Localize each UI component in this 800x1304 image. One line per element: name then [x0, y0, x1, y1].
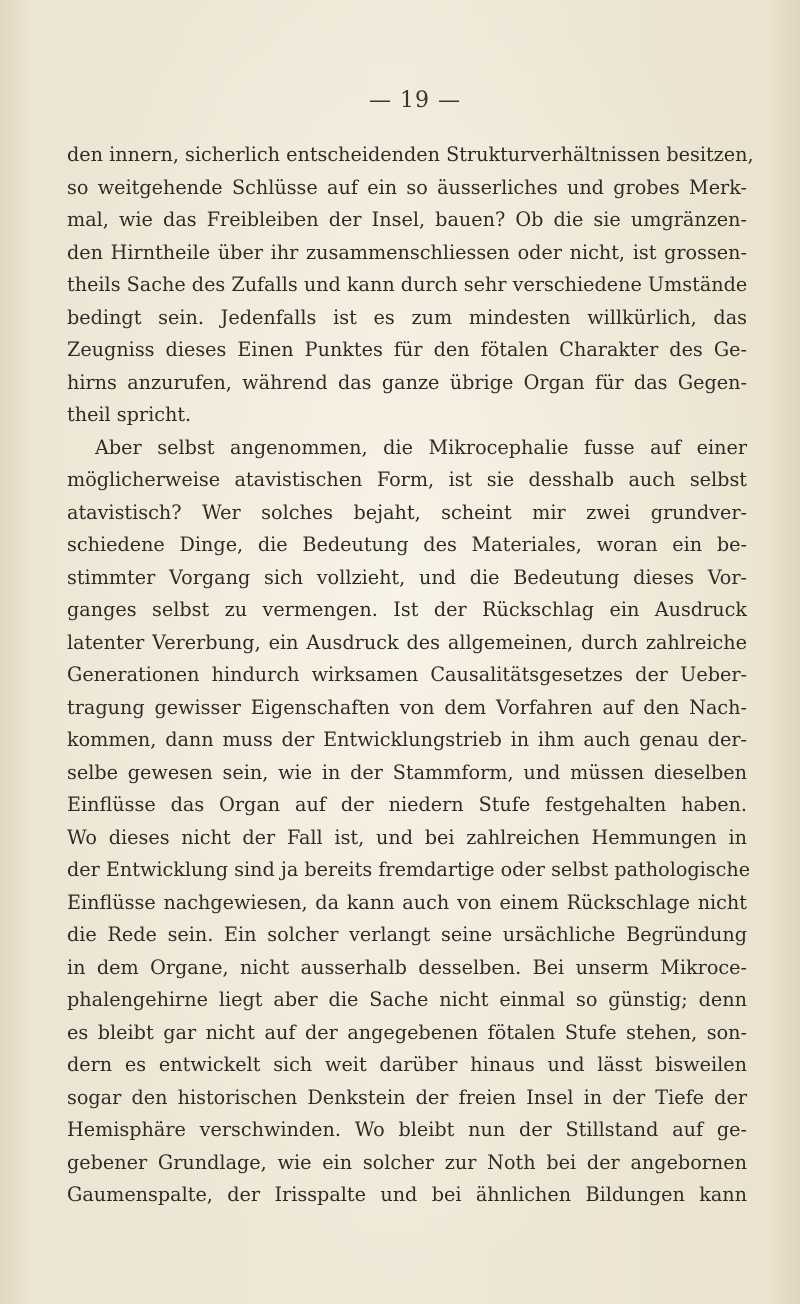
text-line: die Rede sein. Ein solcher verlangt seine ursächliche Begründung	[67, 923, 747, 946]
text-line: Generationen hindurch wirksamen Causalitätsgesetzes der Ueber-	[67, 663, 747, 686]
text-line: selbe gewesen sein, wie in der Stammform, und müssen dieselben	[67, 760, 747, 784]
text-line: sogar den historischen Denkstein der freien Insel in der Tiefe der	[67, 1085, 747, 1109]
text-line: Wo dieses nicht der Fall ist, und bei zahlreichen Hemmungen in	[67, 825, 747, 849]
text-line: Zeugniss dieses Einen Punktes für den fötalen Charakter des Ge-	[67, 338, 747, 361]
page-number: — 19 —	[369, 88, 461, 113]
text-line: bedingt sein. Jedenfalls ist es zum mindesten willkürlich, das	[67, 305, 747, 329]
text-line: atavistisch? Wer solches bejaht, scheint mir zwei grundver-	[67, 500, 747, 524]
text-line: es bleibt gar nicht auf der angegebenen fötalen Stufe stehen, son-	[67, 1020, 747, 1044]
text-line: Gaumenspalte, der Irisspalte und bei ähnlichen Bildungen kann	[67, 1183, 747, 1206]
text-line: kommen, dann muss der Entwicklungstrieb in ihm auch genau der-	[67, 728, 747, 751]
paragraph-end-line: theil spricht.	[67, 403, 192, 426]
text-line: Einflüsse nachgewiesen, da kann auch von einem Rückschlage nicht	[67, 890, 747, 914]
body-text	[67, 139, 754, 1212]
text-line: mal, wie das Freibleiben der Insel, bauen? Ob die sie umgränzen-	[67, 208, 747, 231]
text-line: dern es entwickelt sich weit darüber hinaus und lässt bisweilen	[67, 1053, 747, 1076]
paragraph-start-line: Aber selbst angenommen, die Mikrocephalie fusse auf einer	[95, 435, 747, 459]
text-line: der Entwicklung sind ja bereits fremdartige oder selbst pathologische	[67, 858, 751, 881]
text-line: theils Sache des Zufalls und kann durch sehr verschiedene Umstände	[67, 273, 748, 296]
text-line: den Hirntheile über ihr zusammenschliessen oder nicht, ist grossen-	[67, 240, 747, 264]
text-line: Einflüsse das Organ auf der niedern Stufe festgehalten haben.	[67, 793, 747, 816]
text-line: schiedene Dinge, die Bedeutung des Materiales, woran ein be-	[67, 533, 747, 556]
text-line: möglicherweise atavistischen Form, ist sie desshalb auch selbst	[67, 468, 747, 491]
text-line: phalengehirne liegt aber die Sache nicht einmal so günstig; denn	[67, 988, 747, 1011]
text-line: Hemisphäre verschwinden. Wo bleibt nun der Stillstand auf ge-	[67, 1118, 747, 1141]
text-line: in dem Organe, nicht ausserhalb desselben. Bei unserm Mikroce-	[67, 955, 747, 979]
text-line: stimmter Vorgang sich vollzieht, und die Bedeutung dieses Vor-	[67, 565, 747, 589]
text-line: hirns anzurufen, während das ganze übrige Organ für das Gegen-	[67, 370, 747, 394]
text-line: den innern, sicherlich entscheidenden Strukturverhältnissen besitzen,	[67, 143, 754, 166]
text-line: ganges selbst zu vermengen. Ist der Rückschlag ein Ausdruck	[67, 598, 747, 621]
text-line: gebener Grundlage, wie ein solcher zur Noth bei der angebornen	[67, 1150, 747, 1174]
text-line: tragung gewisser Eigenschaften von dem Vorfahren auf den Nach-	[67, 695, 747, 719]
text-line: so weitgehende Schlüsse auf ein so äusserliches und grobes Merk-	[67, 175, 747, 199]
text-line: latenter Vererbung, ein Ausdruck des allgemeinen, durch zahlreiche	[67, 630, 747, 654]
